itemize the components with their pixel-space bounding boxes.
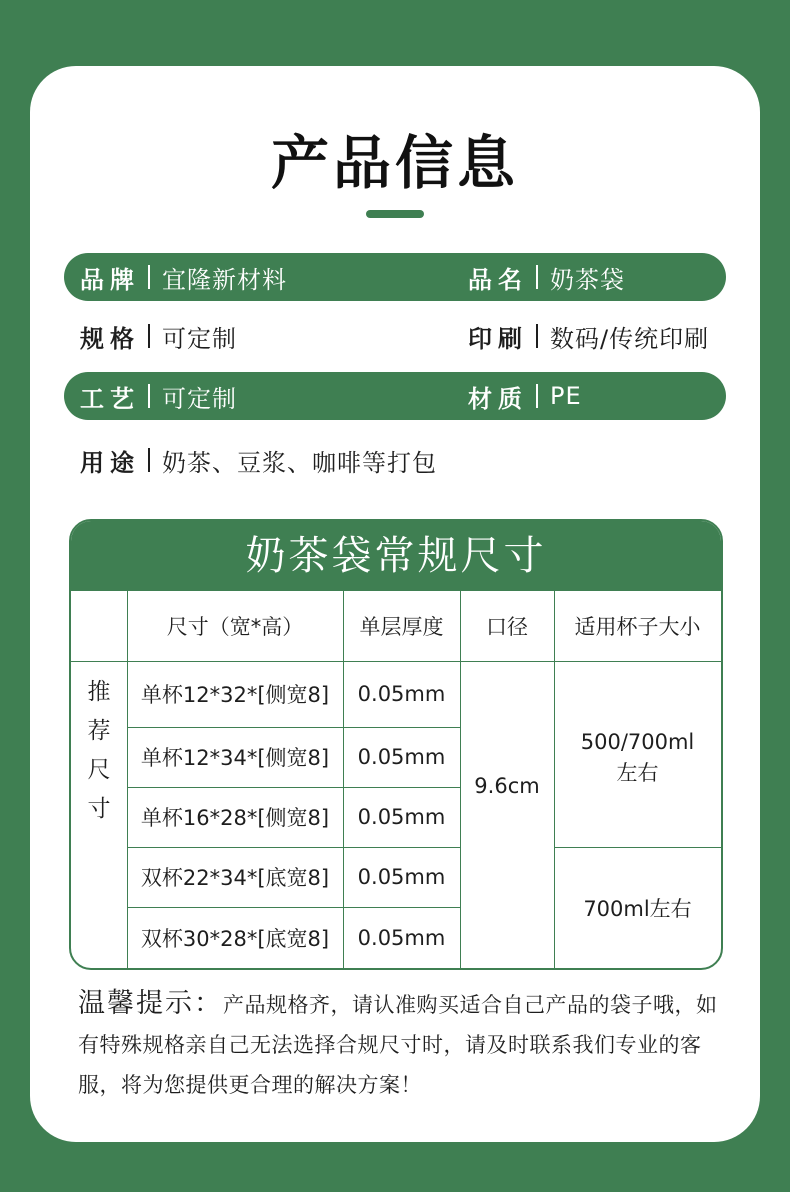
header-cup-size: 适用杯子大小	[574, 615, 701, 639]
use-key: 用途	[80, 448, 140, 477]
side-char: 荐	[87, 718, 111, 744]
product-info-card	[30, 66, 760, 1142]
header-caliber: 口径	[486, 615, 528, 639]
spec-value: 可定制	[162, 324, 237, 353]
name-value: 奶茶袋	[550, 265, 625, 294]
table-cell-cup-size-a	[554, 661, 721, 855]
table-cell-caliber: 9.6cm	[474, 774, 540, 798]
info-row-spec	[64, 312, 726, 360]
table-cell-size: 单杯16*28*[侧宽8]	[140, 806, 330, 830]
material-pair	[468, 372, 582, 420]
table-cell-cup-size-b: 700ml左右	[583, 896, 692, 921]
table-cell-size: 单杯12*32*[侧宽8]	[140, 683, 330, 707]
use-value: 奶茶、豆浆、咖啡等打包	[162, 448, 437, 477]
warm-tip	[78, 984, 728, 1105]
table-cell-thickness: 0.05mm	[357, 682, 446, 706]
recommended-size-label	[71, 661, 127, 841]
tip-text: 产品规格齐，请认准购买适合自己产品的袋子哦，如有特殊规格亲自己无法选择合规尺寸时，请及时联系我们专业的客服，将为您提供更合理的解决方案！	[78, 993, 718, 1097]
print-key: 印刷	[468, 324, 528, 353]
table-cell-size: 双杯22*34*[底宽8]	[140, 866, 330, 890]
info-row-brand	[64, 253, 726, 301]
separator	[536, 384, 538, 408]
cup-size-a-line1: 500/700ml	[580, 730, 695, 754]
name-key: 品名	[468, 265, 528, 294]
table-cell-thickness: 0.05mm	[357, 745, 446, 769]
material-key: 材质	[468, 384, 528, 413]
side-char: 尺	[87, 757, 111, 783]
table-cell-size: 单杯12*34*[侧宽8]	[140, 746, 330, 770]
info-row-craft	[64, 372, 726, 420]
name-pair	[468, 253, 625, 301]
separator	[148, 448, 150, 472]
print-value: 数码/传统印刷	[550, 324, 710, 353]
material-value: PE	[550, 382, 582, 410]
header-thickness: 单层厚度	[359, 615, 444, 639]
brand-pair	[80, 253, 287, 301]
craft-value: 可定制	[162, 384, 237, 413]
side-char: 推	[87, 679, 111, 705]
use-pair	[80, 436, 437, 484]
title-underline	[366, 210, 424, 218]
cup-size-a-line2: 左右	[616, 761, 659, 785]
print-pair	[468, 312, 709, 360]
spec-pair	[80, 312, 237, 360]
brand-value: 宜隆新材料	[162, 265, 287, 294]
separator	[148, 384, 150, 408]
separator	[536, 265, 538, 289]
craft-pair	[80, 372, 237, 420]
side-char: 寸	[87, 796, 111, 822]
page-title: 产品信息	[270, 129, 519, 197]
table-cell-thickness: 0.05mm	[357, 805, 446, 829]
table-title: 奶茶袋常规尺寸	[71, 521, 721, 591]
header-size: 尺寸（宽*高）	[166, 615, 304, 639]
spec-key: 规格	[80, 324, 140, 353]
separator	[148, 265, 150, 289]
craft-key: 工艺	[80, 384, 140, 413]
tip-lead: 温馨提示：	[78, 988, 223, 1019]
table-cell-thickness: 0.05mm	[357, 865, 446, 889]
brand-key: 品牌	[80, 265, 140, 294]
size-table	[69, 519, 723, 970]
table-cell-size: 双杯30*28*[底宽8]	[140, 926, 330, 951]
table-cell-thickness: 0.05mm	[357, 925, 446, 950]
info-row-use	[64, 436, 726, 484]
separator	[536, 324, 538, 348]
separator	[148, 324, 150, 348]
